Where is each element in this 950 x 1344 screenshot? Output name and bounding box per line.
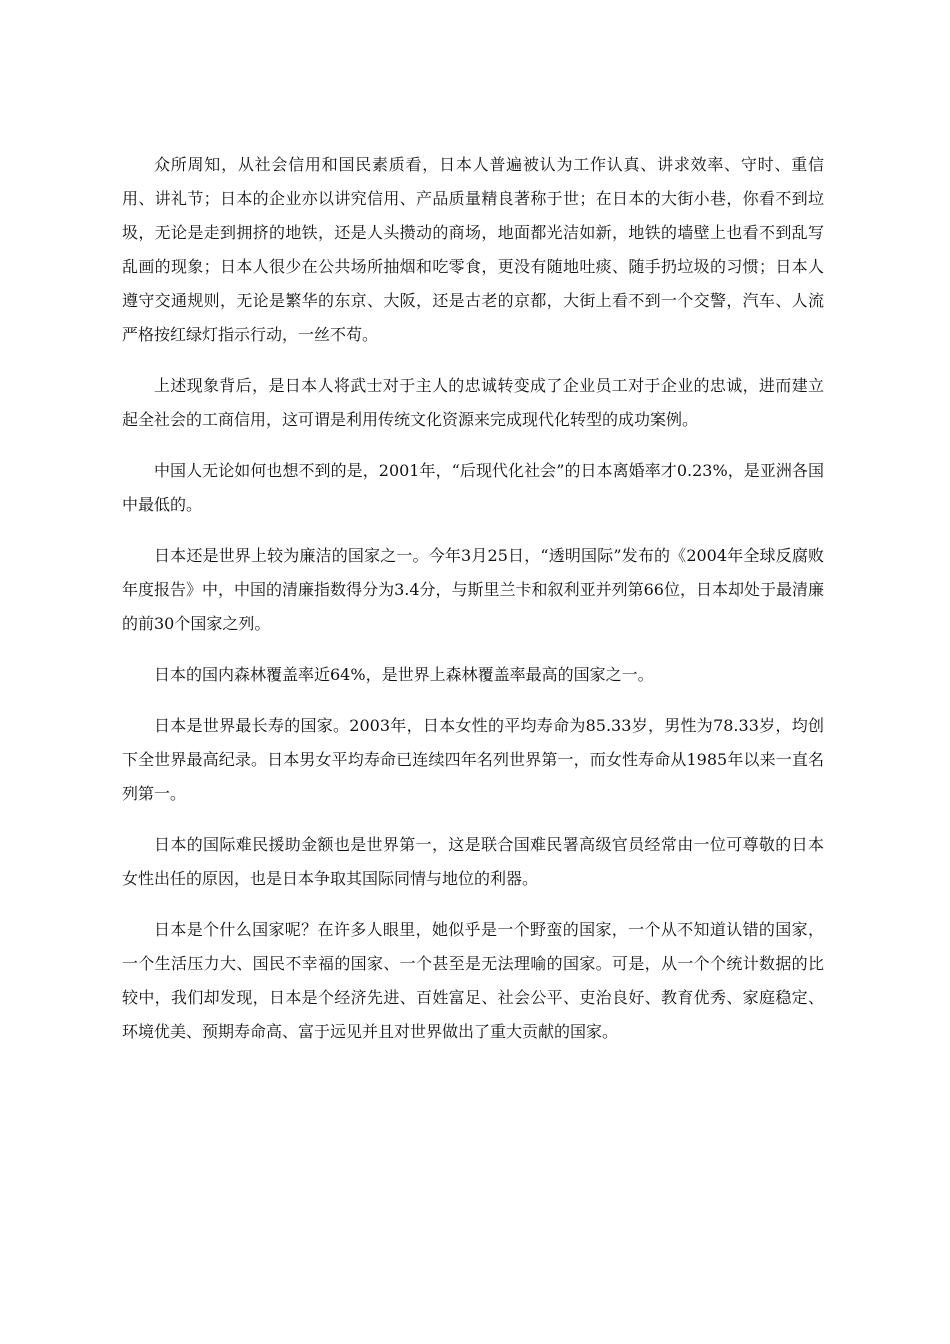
paragraph-forest-coverage: 日本的国内森林覆盖率近64%，是世界上森林覆盖率最高的国家之一。 xyxy=(154,665,654,684)
paragraph-divorce-rate: 中国人无论如何也想不到的是，2001年，“后现代化社会”的日本离婚率才0.23%，是亚洲各国中最低的。 xyxy=(122,461,824,514)
paragraph-longevity: 日本是世界最长寿的国家。2003年，日本女性的平均寿命为85.33岁，男性为78.33岁，均创下全世界最高纪录。日本男女平均寿命已连续四年名列世界第一，而女性寿命从1985年以来一直名列第一。 xyxy=(122,716,824,803)
paragraph-clean-government: 日本还是世界上较为廉洁的国家之一。今年3月25日，“透明国际”发布的《2004年全球反腐败年度报告》中，中国的清廉指数得分为3.4分，与斯里兰卡和叙利亚并列第66位，日本却处于最清廉的前30个国家之列。 xyxy=(122,546,824,633)
document-body xyxy=(122,148,824,1066)
paragraph-social-credit: 众所周知，从社会信用和国民素质看，日本人普遍被认为工作认真、讲求效率、守时、重信用、讲礼节；日本的企业亦以讲究信用、产品质量精良著称于世；在日本的大街小巷，你看不到垃圾，无论是走到拥挤的地铁，还是人头攒动的商场，地面都光洁如新，地铁的墙壁上也看不到乱写乱画的现象；日本人很少在公共场所抽烟和吃零食，更没有随地吐痰、随手扔垃圾的习惯；日本人遵守交通规则，无论是繁华的东京、大阪，还是古老的京都，大街上看不到一个交警，汽车、人流严格按红绿灯指示行动，一丝不苟。 xyxy=(122,155,824,344)
paragraph-conclusion: 日本是个什么国家呢？在许多人眼里，她似乎是一个野蛮的国家，一个从不知道认错的国家，一个生活压力大、国民不幸福的国家、一个甚至是无法理喻的国家。可是，从一个个统计数据的比较中，我们却发现，日本是个经济先进、百姓富足、社会公平、吏治良好、教育优秀、家庭稳定、环境优美、预期寿命高、富于远见并且对世界做出了重大贡献的国家。 xyxy=(122,920,824,1041)
paragraph-loyalty: 上述现象背后，是日本人将武士对于主人的忠诚转变成了企业员工对于企业的忠诚，进而建立起全社会的工商信用，这可谓是利用传统文化资源来完成现代化转型的成功案例。 xyxy=(122,376,824,429)
paragraph-refugee-aid: 日本的国际难民援助金额也是世界第一，这是联合国难民署高级官员经常由一位可尊敬的日本女性出任的原因，也是日本争取其国际同情与地位的利器。 xyxy=(122,835,824,888)
